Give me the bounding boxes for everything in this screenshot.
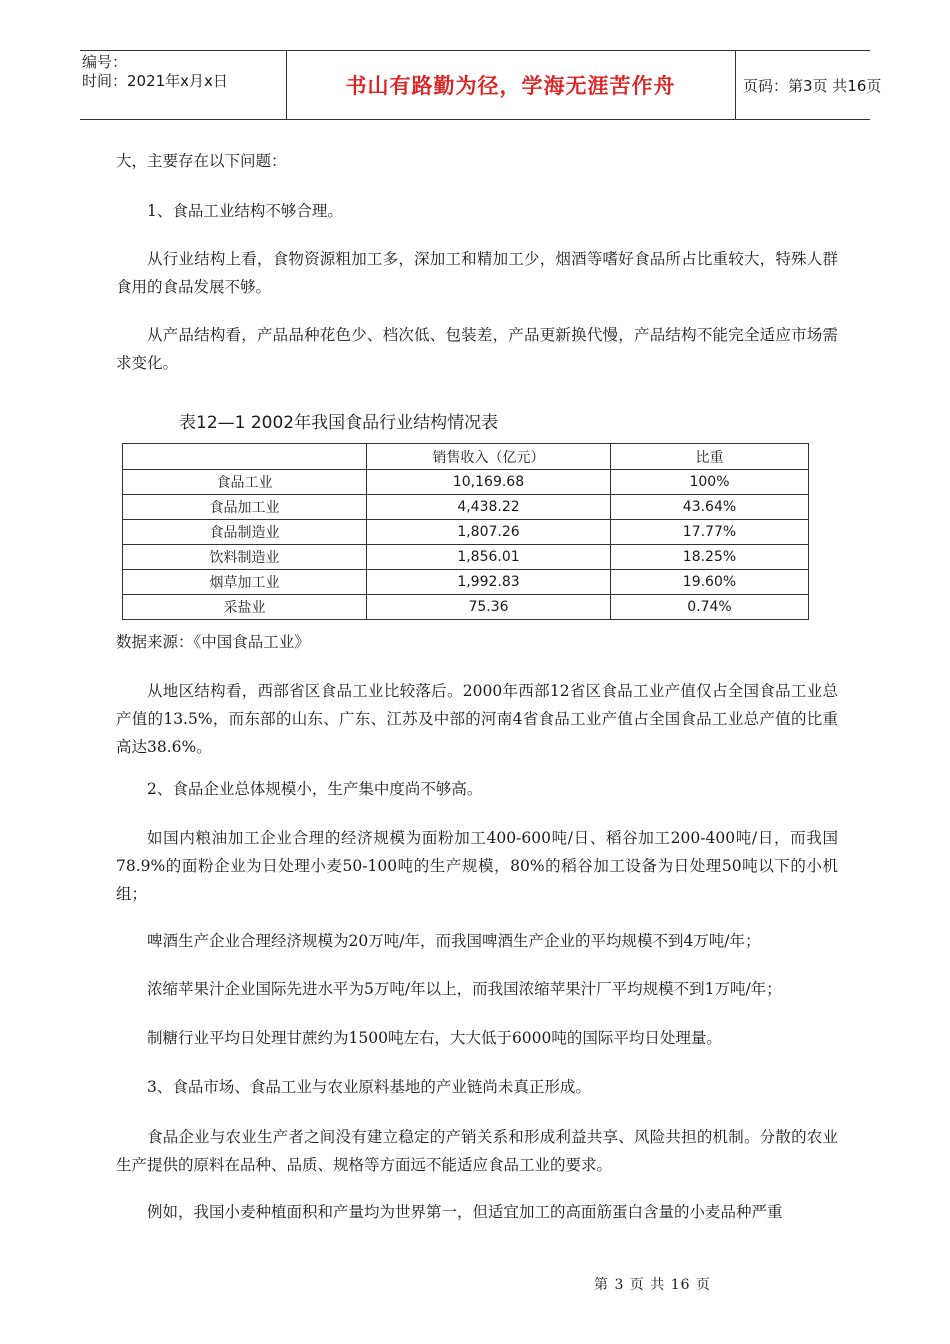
table-cell: 100% — [611, 470, 809, 495]
paragraph-sugar: 制糖行业平均日处理甘蔗约为1500吨左右，大大低于6000吨的国际平均日处理量。 — [147, 1029, 722, 1047]
table-row — [123, 545, 809, 570]
table-header-cell — [123, 444, 367, 470]
table-header-cell: 比重 — [611, 444, 809, 470]
table-cell: 采盐业 — [123, 595, 367, 620]
table-header-cell: 销售收入（亿元） — [367, 444, 611, 470]
table-header-row — [123, 444, 809, 470]
table-cell: 75.36 — [367, 595, 611, 620]
table-row — [123, 495, 809, 520]
table-cell: 1,992.83 — [367, 570, 611, 595]
page-footer: 第 3 页 共 16 页 — [594, 1277, 711, 1293]
table-cell: 19.60% — [611, 570, 809, 595]
header-page-info: 页码：第3页 共16页 — [743, 76, 882, 95]
table-cell: 食品制造业 — [123, 520, 367, 545]
paragraph-apple-juice: 浓缩苹果汁企业国际先进水平为5万吨/年以上，而我国浓缩苹果汁厂平均规模不到1万吨/年； — [147, 980, 782, 998]
paragraph-beer: 啤酒生产企业合理经济规模为20万吨/年，而我国啤酒生产企业的平均规模不到4万吨/年； — [147, 932, 761, 950]
table-cell: 饮料制造业 — [123, 545, 367, 570]
header-motto: 书山有路勤为径，学海无涯苦作舟 — [286, 51, 736, 119]
section-heading-1: 1、食品工业结构不够合理。 — [147, 202, 343, 220]
table-row — [123, 595, 809, 620]
paragraph-wheat-example: 例如，我国小麦种植面积和产量均为世界第一，但适宜加工的高面筋蛋白含量的小麦品种严重 — [147, 1203, 783, 1221]
table-cell: 4,438.22 — [367, 495, 611, 520]
table-row — [123, 520, 809, 545]
table-cell: 18.25% — [611, 545, 809, 570]
table-source: 数据来源：《中国食品工业》 — [116, 633, 310, 651]
header-meta — [80, 51, 287, 119]
section-heading-2: 2、食品企业总体规模小，生产集中度尚不够高。 — [147, 780, 483, 798]
table-cell: 1,807.26 — [367, 520, 611, 545]
paragraph-continuation: 大，主要存在以下问题： — [116, 152, 287, 170]
table-cell: 43.64% — [611, 495, 809, 520]
paragraph-supply-chain: 食品企业与农业生产者之间没有建立稳定的产销关系和形成利益共享、风险共担的机制。分散的农业生产提供的原料在品种、品质、规格等方面远不能适应食品工业的要求。 — [116, 1128, 838, 1174]
table-cell: 食品加工业 — [123, 495, 367, 520]
table-cell: 10,169.68 — [367, 470, 611, 495]
section-heading-3: 3、食品市场、食品工业与农业原料基地的产业链尚未真正形成。 — [147, 1078, 591, 1096]
paragraph-regional-structure: 从地区结构看，西部省区食品工业比较落后。2000年西部12省区食品工业产值仅占全国食品工业总产值的13.5%，而东部的山东、广东、江苏及中部的河南4省食品工业产值占全国食品工业总产值的比重高达38.6%。 — [116, 682, 838, 756]
table-row — [123, 570, 809, 595]
table-cell: 17.77% — [611, 520, 809, 545]
document-date: 时间：2021年x月x日 — [82, 72, 228, 90]
paragraph-industry-structure: 从行业结构上看，食物资源粗加工多，深加工和精加工少，烟酒等嗜好食品所占比重较大，特殊人群食用的食品发展不够。 — [116, 250, 838, 296]
paragraph-product-structure: 从产品结构看，产品品种花色少、档次低、包装差，产品更新换代慢，产品结构不能完全适应市场需求变化。 — [116, 326, 838, 372]
table-cell: 0.74% — [611, 595, 809, 620]
table-row — [123, 470, 809, 495]
table-cell: 烟草加工业 — [123, 570, 367, 595]
table-title: 表12—1 2002年我国食品行业结构情况表 — [179, 413, 499, 433]
table-cell: 食品工业 — [123, 470, 367, 495]
paragraph-grain-processing: 如国内粮油加工企业合理的经济规模为面粉加工400-600吨/日、稻谷加工200-400吨/日，而我国78.9%的面粉企业为日处理小麦50-100吨的生产规模，80%的稻谷加工设备为日处理50吨以下的小机组； — [116, 829, 838, 903]
table-cell: 1,856.01 — [367, 545, 611, 570]
industry-structure-table — [122, 443, 809, 620]
page-header — [80, 50, 882, 120]
document-number: 编号： — [82, 53, 128, 71]
